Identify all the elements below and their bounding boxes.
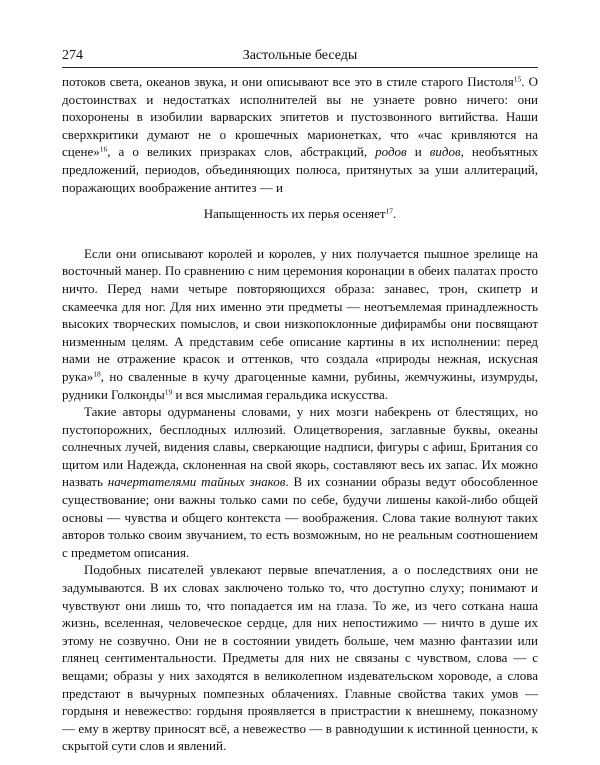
text-run: потоков света, океанов звука, и они описывают все это в стиле старого Пистоля: [62, 74, 514, 89]
paragraph-4: [62, 561, 538, 755]
text-run: и: [406, 144, 430, 160]
paragraph-1: [62, 73, 538, 196]
text-run: , но сваленные в кучу драгоценные камни, рубины, жемчужины, изумруды, рудники Голконды: [62, 368, 538, 402]
page-header: [62, 46, 538, 66]
italic-term: видов: [429, 144, 461, 160]
body-text: [62, 73, 538, 755]
text-run: Если они описывают королей и королев, у них получается пышное зрелище на восточный манер. По сравнению с ним церемония коронации в обеих палатах просто ничто. Перед нами четыре повторяющихся образа: занавес, трон, скипетр и скамеечка для ног. Для них именно эти предметы — неотъемлемая принадлежность высоких творческих помыслов, и свои низкопоклонные дифирамбы они посвящают низменным целям. А представим себе описание картины в их исполнении: перед нами не отражение красок и оттенков, что создала «природы нежная, искусная рука»: [62, 245, 538, 384]
footnote-ref-16: 16: [99, 144, 108, 154]
paragraph-3: [62, 403, 538, 561]
italic-term: начертателями тайных знаков: [107, 474, 286, 490]
text-run: . В их сознании образы ведут обособленное существование; они важны только сами по себе, будучи лишены какой-либо общей основы — чувства и общего контекста — воображения. Слова такие волнуют таких авторов только своим звучанием, то есть возможным, но не реальным соотношением с предметом описания.: [62, 474, 538, 560]
footnote-ref-17: 17: [385, 206, 394, 216]
footnote-ref-18: 18: [93, 369, 101, 379]
text-run: Подобных писателей увлекают первые впечатления, а о последствиях они не задумываются. В их словах заключено только то, что доступно слуху; понимают и чувствуют они лишь то, что попадается им на глаза. То же, из чего соткана наша жизнь, вселенная, человеческое сердце, для них непостижимо — ничто в душе их этому не созвучно. Они не в состоянии увидеть больше, чем мазню фантазии или глянец сентиментальности. Предметы для них не связаны с чувством, слова — с вещами; образы у них заходятся в великолепном издевательском хороводе, а слова предстают в вычурных помпезных облачениях. Главные свойства таких умов — гордыня и невежество: гордыня проявляется в пристрастии к внешнему, показному — ему в жертву приносят всё, а невежество — в равнодушии к истинной ценности, к скрытой сути слов и явлений.: [62, 562, 538, 754]
footnote-ref-19: 19: [164, 387, 173, 396]
quote-end: .: [393, 206, 397, 222]
text-run: , а о великих призраках слов, абстракций,: [107, 144, 376, 160]
verse-quote: [62, 205, 538, 223]
footnote-ref-15: 15: [513, 74, 522, 84]
text-run: , необъятных предложений, периодов, объединяющих полюса, притянутых за уши аллитераций, поражающих воображение антитез — и: [62, 144, 539, 195]
paragraph-2: [62, 245, 538, 403]
running-title: Застольные беседы: [242, 48, 358, 63]
text-run: . О достоинствах и недостатках исполнителей вы не узнаете ровно ничего: они похоронены в изобилии варварских эпитетов и пустозвонного витийства. Наши сверхкритики думают не о крошечных марионетках, что «час кривляются на сцене»: [62, 74, 538, 160]
italic-term: родов: [375, 144, 407, 160]
quote-text: Напыщенность их перья осеняет: [203, 206, 386, 222]
text-run: и вся мыслимая геральдика искусства.: [172, 386, 389, 402]
header-rule: [62, 67, 538, 68]
page-number: 274: [62, 48, 83, 63]
text-run: Такие авторы одурманены словами, у них мозги набекрень от блестящих, но пустопорожних, бесплодных иллюзий. Олицетворения, заглавные буквы, океаны солнечных лучей, видения славы, сверкающие надписи, фигуры с афиш, Британия со щитом или Надежда, склоненная на свой якорь, составляют весь их запас. Их можно назвать: [62, 404, 538, 490]
